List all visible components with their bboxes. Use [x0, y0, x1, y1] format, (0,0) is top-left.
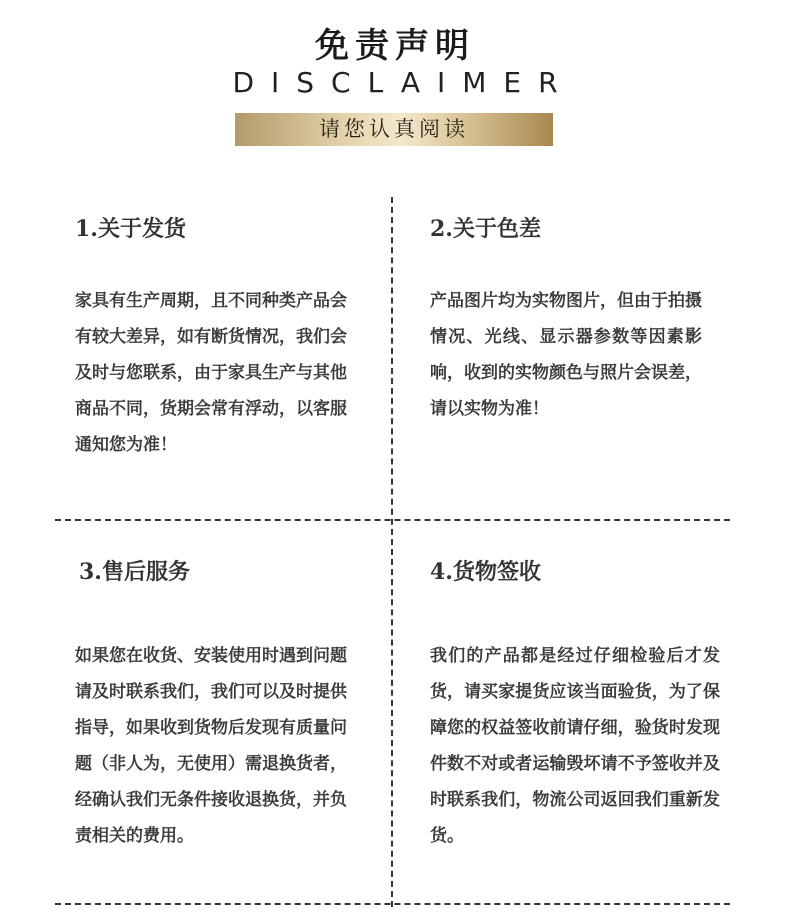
section-delivery-receipt: [430, 555, 720, 854]
page-subtitle: DISCLAIMER: [232, 66, 575, 99]
section-body: 我们的产品都是经过仔细检验后才发货，请买家提货应该当面验货，为了保障您的权益签收前请仔细，验货时发现件数不对或者运输毁坏请不予签收并及时联系我们，物流公司返回我们重新发货。: [430, 646, 720, 846]
section-shipping: [75, 212, 347, 463]
section-title: 1.关于发货: [75, 216, 186, 242]
section-after-sales: [75, 555, 347, 854]
page-title: 免责声明: [315, 26, 475, 66]
read-carefully-banner: 请您认真阅读: [235, 113, 553, 146]
section-body: 如果您在收货、安装使用时遇到问题请及时联系我们，我们可以及时提供指导，如果收到货物后发现有质量问题（非人为，无使用）需退换货者，经确认我们无条件接收退换货，并负责相关的费用。: [75, 646, 347, 846]
section-body: 家具有生产周期，且不同种类产品会有较大差异，如有断货情况，我们会及时与您联系，由于家具生产与其他商品不同，货期会常有浮动，以客服通知您为准！: [75, 291, 347, 455]
horizontal-divider-middle: [55, 519, 730, 521]
horizontal-divider-bottom: [55, 903, 730, 905]
vertical-divider: [391, 197, 393, 907]
section-title: 4.货物签收: [430, 559, 541, 585]
section-title: 3.售后服务: [79, 559, 190, 585]
section-color-difference: [430, 212, 702, 427]
section-title: 2.关于色差: [430, 216, 541, 242]
section-body: 产品图片均为实物图片，但由于拍摄情况、光线、显示器参数等因素影响，收到的实物颜色与照片会误差，请以实物为准！: [430, 291, 702, 419]
